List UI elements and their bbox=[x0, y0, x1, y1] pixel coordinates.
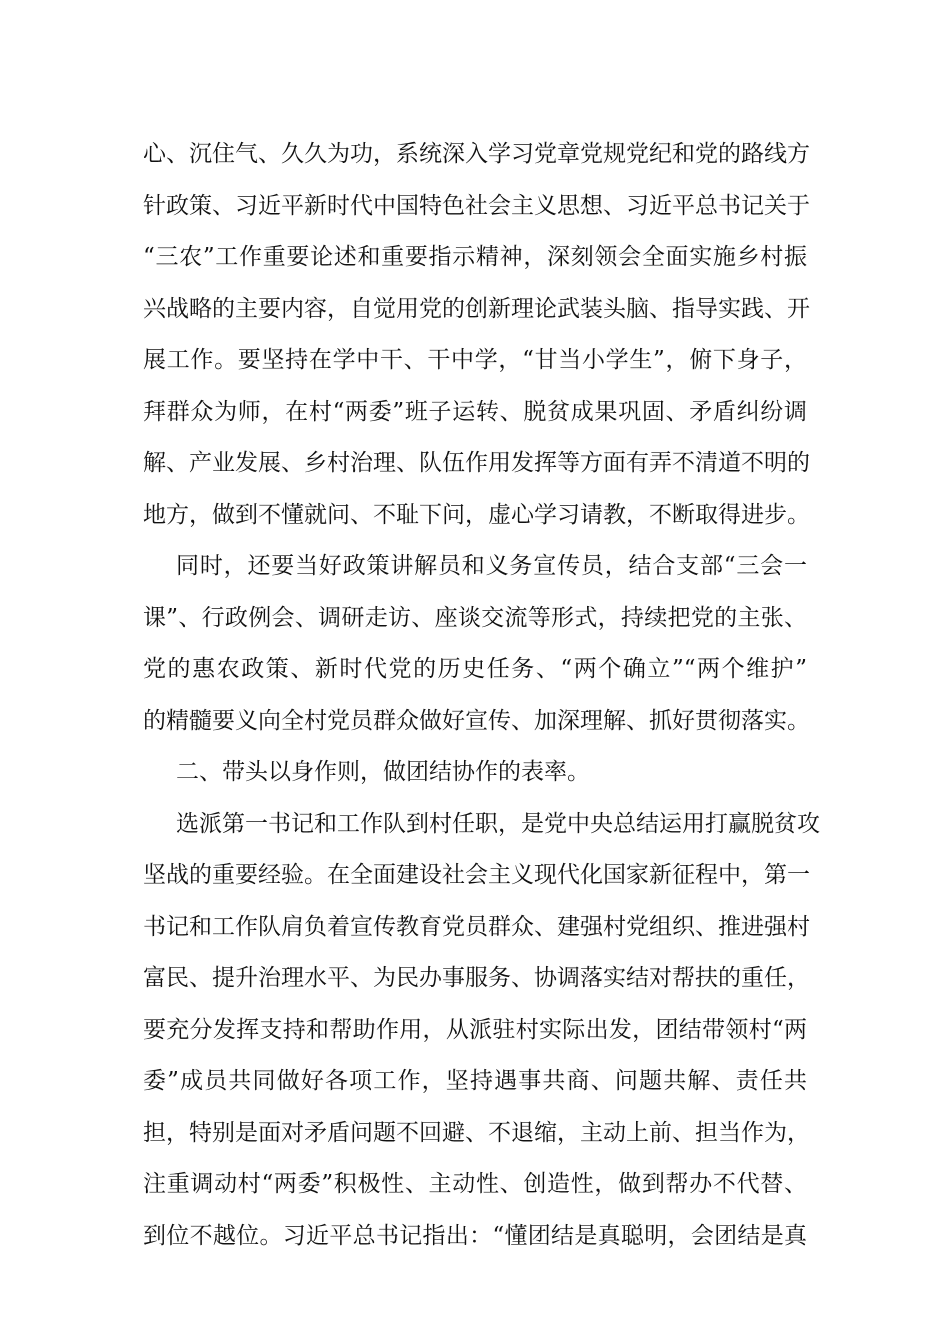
text-line: “三农”工作重要论述和重要指示精神，深刻领会全面实施乡村振 bbox=[143, 244, 807, 270]
text-line: 书记和工作队肩负着宣传教育党员群众、建强村党组织、推进强村 bbox=[143, 913, 810, 940]
text-line: 针政策、习近平新时代中国特色社会主义思想、习近平总书记关于 bbox=[143, 192, 810, 219]
section-heading: 二、带头以身作则，做团结协作的表率。 bbox=[176, 759, 590, 785]
text-line: 地方，做到不懂就问、不耻下问，虚心学习请教，不断取得进步。 bbox=[143, 501, 810, 528]
text-line: 坚战的重要经验。在全面建设社会主义现代化国家新征程中，第一 bbox=[143, 862, 810, 888]
text-line: 富民、提升治理水平、为民办事服务、协调落实结对帮扶的重任， bbox=[143, 965, 810, 991]
text-line: 委”成员共同做好各项工作，坚持遇事共商、问题共解、责任共 bbox=[143, 1068, 807, 1094]
text-line: 党的惠农政策、新时代党的历史任务、“两个确立”“两个维护” bbox=[143, 656, 807, 682]
body-text bbox=[143, 129, 820, 1262]
text-line: 兴战略的主要内容，自觉用党的创新理论武装头脑、指导实践、开 bbox=[143, 295, 810, 322]
text-line: 课”、行政例会、调研走访、座谈交流等形式，持续把党的主张、 bbox=[143, 604, 807, 631]
text-line: 选派第一书记和工作队到村任职，是党中央总结运用打赢脱贫攻 bbox=[176, 810, 820, 837]
text-line: 注重调动村“两委”积极性、主动性、创造性，做到帮办不代替、 bbox=[143, 1171, 807, 1197]
text-line: 到位不越位。习近平总书记指出：“懂团结是真聪明，会团结是真 bbox=[143, 1222, 807, 1249]
text-line: 心、沉住气、久久为功，系统深入学习党章党规党纪和党的路线方 bbox=[143, 141, 810, 167]
text-line: 拜群众为师，在村“两委”班子运转、脱贫成果巩固、矛盾纠纷调 bbox=[143, 398, 807, 425]
text-line: 同时，还要当好政策讲解员和义务宣传员，结合支部“三会一 bbox=[176, 553, 807, 579]
text-line: 的精髓要义向全村党员群众做好宣传、加深理解、抓好贯彻落实。 bbox=[143, 707, 810, 734]
text-line: 展工作。要坚持在学中干、干中学，“甘当小学生”，俯下身子， bbox=[143, 347, 807, 373]
text-line: 要充分发挥支持和帮助作用，从派驻村实际出发，团结带领村“两 bbox=[143, 1016, 807, 1043]
text-line: 解、产业发展、乡村治理、队伍作用发挥等方面有弄不清道不明的 bbox=[143, 450, 810, 476]
text-line: 担，特别是面对矛盾问题不回避、不退缩，主动上前、担当作为， bbox=[143, 1119, 810, 1146]
